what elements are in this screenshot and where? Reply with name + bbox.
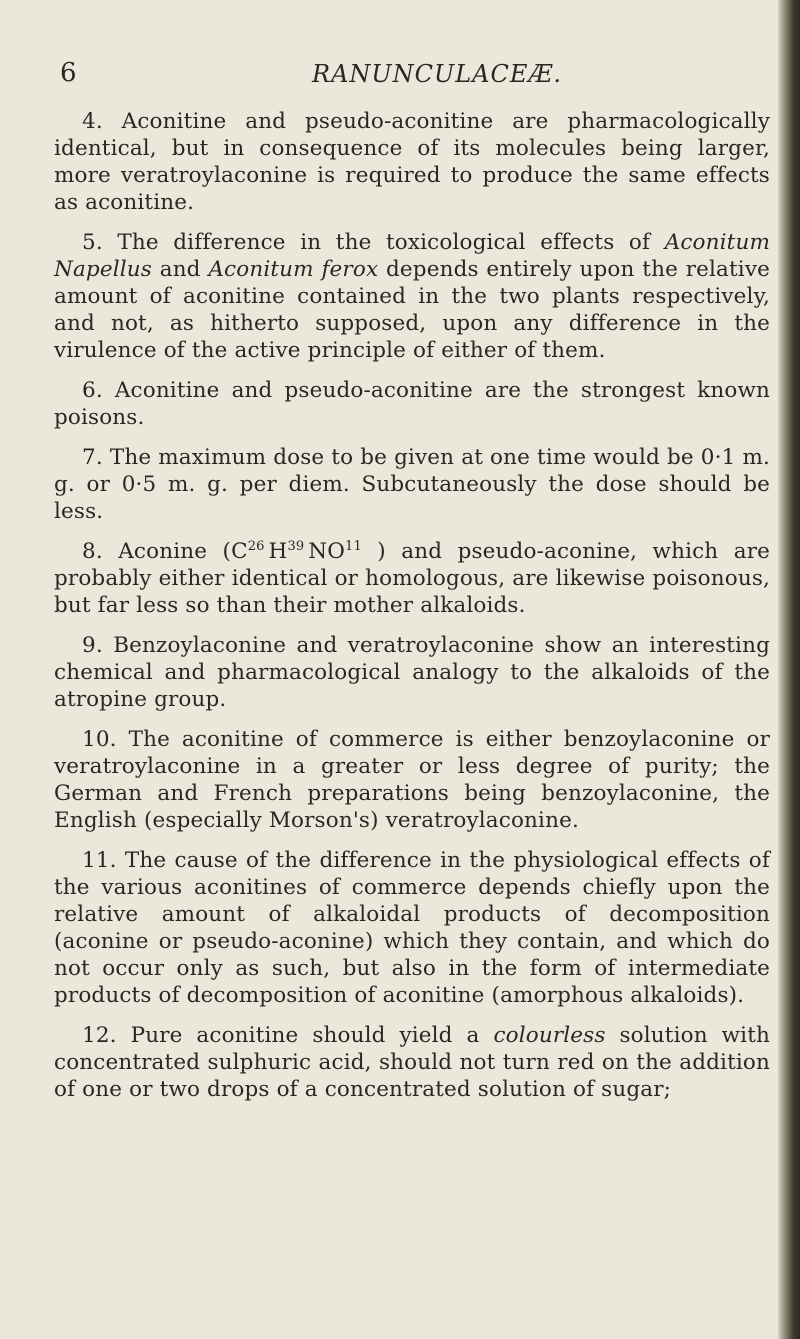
paragraph-5-text: and	[151, 257, 209, 282]
paragraph-7: 7. The maximum dose to be given at one time would be 0·1 m. g. or 0·5 m. g. per diem. Subcutaneously the dose should be less.	[54, 445, 770, 524]
formula-hydrogen: H	[268, 539, 288, 564]
running-header	[60, 58, 780, 98]
paragraph-10: 10. The aconitine of commerce is either benzoylaconine or veratroylaconine in a greater or less degree of purity; the German and French preparations being benzoylaconine, the English (especially Morson's) veratroylaconine.	[54, 727, 770, 833]
page-number: 6	[60, 58, 77, 88]
paragraph-4: 4. Aconitine and pseudo-aconitine are pharmacologically identical, but in consequence of its molecules being larger, more veratroylaconine is required to produce the same effects as aconitine.	[54, 109, 770, 215]
running-title: RANUNCULACEÆ.	[312, 60, 563, 88]
paragraph-8	[54, 538, 770, 619]
paragraph-12	[54, 1022, 770, 1103]
paragraph-12-text: 12. Pure aconitine should yield a	[82, 1023, 494, 1048]
paragraph-5-text: 5. The difference in the toxicological effects of	[82, 230, 665, 255]
paragraph-5-text: depends entirely upon the relative amount of aconitine contained in the two plants respectively, and not, as hitherto supposed, upon any difference in the virulence of the active principle of either of them.	[54, 257, 770, 363]
formula-hydrogen-count: 39	[287, 538, 305, 554]
formula-nitrogen-oxygen: NO	[308, 539, 346, 564]
paragraph-8-text: ) and pseudo-aconine, which are probably either identical or homologous, are likewise poisonous, but far less so than their mother alkaloids.	[54, 539, 771, 618]
paragraph-12-italic-colourless: colourless	[493, 1023, 606, 1048]
body-text	[54, 108, 770, 1116]
paragraph-5	[54, 229, 770, 364]
formula-oxygen-count: 11	[345, 538, 362, 554]
book-binding-edge	[778, 0, 800, 1339]
paragraph-11: 11. The cause of the difference in the physiological effects of the various aconitines of commerce depends chiefly upon the relative amount of alkaloidal products of decomposition (aconine or pseudo-aconine) which they contain, and which do not occur only as such, but also in the form of intermediate products of decomposition of aconitine (amorphous alkaloids).	[54, 848, 770, 1008]
paragraph-9: 9. Benzoylaconine and veratroylaconine show an interesting chemical and pharmacological analogy to the alkaloids of the atropine group.	[54, 633, 770, 712]
formula-carbon-count: 26	[247, 538, 265, 554]
paragraph-8-text: 8. Aconine (C	[82, 539, 248, 564]
paragraph-5-italic-napellus: Aconitum Napellus	[54, 230, 770, 282]
paragraph-12-text: solution with concentrated sulphuric acid, should not turn red on the addition of one or two drops of a concentrated solution of sugar;	[54, 1023, 770, 1102]
paragraph-5-italic-ferox: Aconitum ferox	[208, 257, 379, 282]
paragraph-6: 6. Aconitine and pseudo-aconitine are the strongest known poisons.	[54, 378, 770, 430]
